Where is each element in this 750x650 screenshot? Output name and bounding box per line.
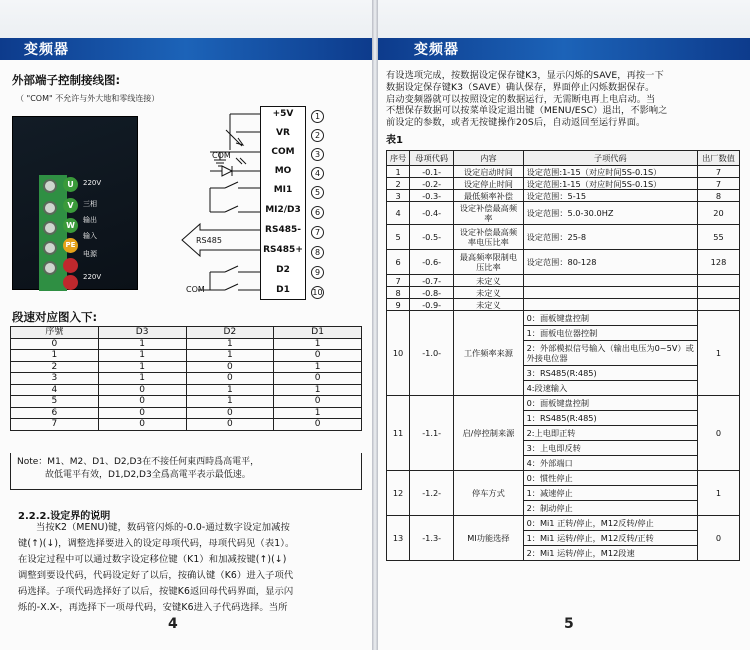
subcode-line: 1：Mi1 运转/停止，M12反转/正转 [524,531,697,546]
table-cell-subcodes [523,275,697,287]
paragraph-line: 键(↑)(↓)，调整选择要进入的设定母项代码，母项代码见（表1）。 [18,538,295,549]
table-row [387,287,740,299]
table-row [387,225,740,250]
paragraph-line: 启动变频器就可以按照设定的数据运行，无需断电再上电启动。当 [386,93,656,105]
table-cell-subcodes [523,516,697,561]
table-cell-subcodes [523,299,697,311]
table-header-cell: 子项代码 [523,151,697,166]
table-row [387,202,740,225]
table-cell: 0 [186,373,274,385]
table-cell-subcodes [523,166,697,178]
subcode-line [524,287,697,298]
table-cell-subcodes [523,311,697,396]
table-cell: 4 [11,384,99,396]
table-cell: -1.0- [410,311,454,396]
header-bar [378,38,750,60]
subcode-line: 3：上电即反转 [524,441,697,456]
section-title: 2.2.2.设定界的说明 [18,511,111,522]
subcode-line: 2:上电即正转 [524,426,697,441]
paragraph-line: 前设定的参数，或者无按键操作20S后，自动返回至运行界面。 [386,117,646,129]
table-header-cell: D2 [186,327,274,339]
speed-table [10,326,362,431]
screw-icon [43,261,57,275]
subcode-line: 4：外部端口 [526,458,573,468]
table-cell: 2 [11,361,99,373]
terminal-number: 4 [311,167,324,180]
pe-badge: PE [63,238,78,253]
subcode-line: 设定范围：5.0-30.0HZ [526,208,614,218]
table-cell: 工作频率来源 [454,311,523,396]
table-cell: 4 [387,202,410,225]
table-cell: 0 [98,396,186,408]
terminal-number: 5 [311,186,324,199]
table-row [11,396,362,408]
table-cell [697,287,739,299]
table-cell: 8 [697,190,739,202]
table-cell: 1 [186,396,274,408]
table-cell: 最高频率限制电压比率 [454,250,523,275]
table-cell: 1 [697,471,739,516]
table-cell: 20 [697,202,739,225]
table-cell: 停车方式 [454,471,523,516]
wiring-note: （ "COM" 不允许与外大地和零线连接） [16,94,160,103]
table-cell: 0 [274,396,362,408]
table-cell: 2 [387,178,410,190]
table-title: 表1 [386,135,403,146]
table-cell: 0 [186,361,274,373]
table-cell: 1 [98,338,186,350]
wire-label-rs485: RS485 [196,236,222,245]
table-cell: MI功能选择 [454,516,523,561]
subcode-line: 0：惯性停止 [524,471,697,486]
table-cell: 7 [697,178,739,190]
phase-v-badge: V [63,198,78,213]
table-cell: 55 [697,225,739,250]
table-cell [697,299,739,311]
subcode-line: 4:段速输入 [526,383,568,393]
panel-label: 三相 [83,200,97,208]
table-row [387,250,740,275]
table-cell: 12 [387,471,410,516]
paragraph-line: 数据设定保存键K3（SAVE）确认保存，界面停止闪烁数据保存。 [386,81,655,93]
table-row [11,338,362,350]
table-cell: 1 [274,384,362,396]
terminal-number: 8 [311,246,324,259]
table-cell: 1 [11,350,99,362]
panel-label: 输出 [83,216,97,224]
table-row [387,396,740,471]
screw-icon [43,221,57,235]
table-cell: 未定义 [454,275,523,287]
table-cell: 0 [274,373,362,385]
table-row [387,190,740,202]
table-cell: 13 [387,516,410,561]
table-cell: 6 [11,407,99,419]
speed-note-line: Note：M1、M2、D1、D2,D3在不接任何東西時爲高電平， [17,457,260,467]
paragraph-line: 不想保存数据可以按菜单设定退出键（MENU/ESC）退出，不影响之 [386,105,668,117]
table-cell-subcodes [523,287,697,299]
terminal-label: D1 [276,285,290,295]
table-cell [697,275,739,287]
table-header-cell: 序号 [387,151,410,166]
screw-icon [43,241,57,255]
terminal-label: MI2/D3 [265,205,301,215]
paragraph-line: 当按K2（MENU)键，数码管闪烁的-0.0-通过数字设定加减按 [36,522,290,533]
paragraph-line: 在设定过程中可以通过数字设定移位键（K1）和加减按键(↑)(↓) [18,554,287,565]
table-cell: 设定启动时间 [454,166,523,178]
right-paragraph [386,70,746,129]
table-row [387,166,740,178]
table-cell: 设定补偿最高频率电压比率 [454,225,523,250]
table-cell: 7 [697,166,739,178]
table-cell: -1.1- [410,396,454,471]
table-cell: 0 [697,516,739,561]
terminal-label: +5V [272,109,294,119]
page-number: 4 [168,616,178,632]
speed-note [10,453,362,490]
wiring-title: 外部端子控制接线图: [12,73,121,87]
table-cell: 设定停止时间 [454,178,523,190]
screw-icon [43,201,57,215]
terminal-label: COM [271,147,295,157]
table-cell-subcodes [523,202,697,225]
table-cell-subcodes [523,396,697,471]
table-cell: 1 [98,373,186,385]
controller-panel [12,116,138,290]
table-row [387,311,740,396]
speed-note-line: 故低電平有效，D1,D2,D3全爲高電平表示最低速。 [45,470,251,480]
panel-label: 输入 [83,232,97,240]
table-row [11,361,362,373]
header-label: 变频器 [24,42,69,58]
table-cell: 1 [186,338,274,350]
table-cell: 10 [387,311,410,396]
screw-icon [43,179,57,193]
subcode-line: 2：Mi1 运转/停止，M12段速 [526,548,635,558]
table-row [387,275,740,287]
table-cell: 0 [186,407,274,419]
table-cell: 0 [186,419,274,431]
table-cell-subcodes [523,178,697,190]
subcode-line: 设定范围：80-128 [526,257,597,267]
terminal-label: MO [274,166,292,176]
header-label: 变频器 [414,42,459,58]
wire-label-com1: COM [212,151,231,160]
subcode-line: 0：Mi1 正转/停止，M12反转/停止 [524,516,697,531]
left-page [0,0,372,650]
table-cell: 1 [98,350,186,362]
subcode-line: 3：RS485(R:485) [524,366,697,381]
table-cell: -1.2- [410,471,454,516]
subcode-line: 设定范围:1-15（对应时间5S-0.1S） [526,178,662,189]
table-cell: 0 [98,419,186,431]
subcode-line: 2：制动停止 [526,503,573,513]
power-badge-1 [63,258,78,273]
table-cell-subcodes [523,250,697,275]
table-cell: 1 [387,166,410,178]
table-cell: -0.7- [410,275,454,287]
terminal-number: 3 [311,148,324,161]
left-paragraph [18,520,364,616]
speed-title: 段速对应图入下: [12,310,98,324]
table-cell: 3 [387,190,410,202]
table-cell: 1 [98,361,186,373]
subcode-line: 0：面板键盘控制 [524,311,697,326]
terminal-number: 9 [311,266,324,279]
terminal-number: 6 [311,206,324,219]
table-header-row [387,151,740,166]
subcode-line: 1：RS485(R:485) [524,411,697,426]
table-cell: -1.3- [410,516,454,561]
panel-label: 220V [83,179,102,187]
table-cell: 1 [274,361,362,373]
terminal-number: 7 [311,226,324,239]
terminal-number: 2 [311,129,324,142]
table-cell-subcodes [523,225,697,250]
panel-label: 电源 [83,250,97,258]
parameter-table [386,150,740,561]
subcode-line [524,275,697,286]
paragraph-line: 码选择。子项代码选择好了以后，按键K6返回母代码界面，显示闪 [18,586,294,597]
terminal-number: 1 [311,110,324,123]
panel-label: 220V [83,273,102,281]
table-row [387,178,740,190]
table-cell: 9 [387,299,410,311]
phase-u-badge: U [63,177,78,192]
table-cell: 0 [274,350,362,362]
table-cell: -0.3- [410,190,454,202]
table-cell: 8 [387,287,410,299]
terminal-number: 10 [312,288,323,297]
phase-w-badge: W [63,218,78,233]
table-cell: 0 [98,407,186,419]
table-header-cell: 内容 [454,151,523,166]
table-header-cell: D1 [274,327,362,339]
table-cell: 6 [387,250,410,275]
subcode-line: 设定范围:1-15（对应时间5S-0.1S） [526,166,662,177]
table-cell: -0.9- [410,299,454,311]
paragraph-line: 有设选项完成，按数据设定保存键K3，显示闪烁的SAVE，再按一下 [386,70,664,81]
paragraph-line: 调整到要设代码，代码设定好了以后，按确认键（K6）进入子项代 [18,570,294,581]
table-cell: 128 [697,250,739,275]
table-header-cell: D3 [98,327,186,339]
table-cell: 0 [98,384,186,396]
table-row [11,419,362,431]
table-header-row [11,327,362,339]
table-cell: 0 [11,338,99,350]
terminal-label: RS485- [265,225,301,235]
table-cell-subcodes [523,471,697,516]
table-cell: 最低频率补偿 [454,190,523,202]
table-cell: -0.1- [410,166,454,178]
table-cell-subcodes [523,190,697,202]
table-cell: 5 [387,225,410,250]
table-row [387,516,740,561]
page-number: 5 [564,616,574,632]
table-header-cell: 序號 [11,327,99,339]
subcode-line: 设定范围：25-8 [526,232,587,242]
table-cell: 7 [387,275,410,287]
table-row [11,407,362,419]
table-cell: 未定义 [454,287,523,299]
table-cell: 0 [697,396,739,471]
header-bar [0,38,372,60]
table-cell: -0.2- [410,178,454,190]
subcode-line: 设定范围：5-15 [526,190,587,201]
terminal-label: VR [276,128,290,138]
table-row [387,471,740,516]
table-cell: 1 [186,384,274,396]
subcode-line: 2：外部模拟信号输入（输出电压为0~5V）或外接电位器 [524,341,697,366]
terminal-label: MI1 [273,185,293,195]
wire-label-com2: COM [186,285,205,294]
subcode-line: 0：面板键盘控制 [524,396,697,411]
table-cell: -0.6- [410,250,454,275]
table-cell: 1 [697,311,739,396]
table-cell: 1 [274,407,362,419]
table-cell: 0 [274,419,362,431]
power-badge-2 [63,275,78,290]
table-cell: 1 [186,350,274,362]
table-header-cell: 出厂数值 [697,151,739,166]
subcode-line [524,299,697,310]
table-row [11,384,362,396]
table-row [11,373,362,385]
table-cell: -0.4- [410,202,454,225]
table-row [387,299,740,311]
table-cell: 11 [387,396,410,471]
terminal-label: D2 [276,265,290,275]
table-cell: 未定义 [454,299,523,311]
subcode-line: 1：减速停止 [524,486,697,501]
table-cell: 设定补偿最高频率 [454,202,523,225]
table-cell: -0.8- [410,287,454,299]
table-cell: 启/停控制来源 [454,396,523,471]
table-cell: 3 [11,373,99,385]
table-cell: 1 [274,338,362,350]
table-cell: 7 [11,419,99,431]
table-cell: -0.5- [410,225,454,250]
table-header-cell: 母项代码 [410,151,454,166]
table-row [11,350,362,362]
paragraph-line: 烁的-X.X-，再选择下一项母代码，安键K6进入子代码选择。当所 [18,602,288,613]
subcode-line: 1：面板电位器控制 [524,326,697,341]
table-cell: 5 [11,396,99,408]
terminal-label: RS485+ [263,245,303,255]
